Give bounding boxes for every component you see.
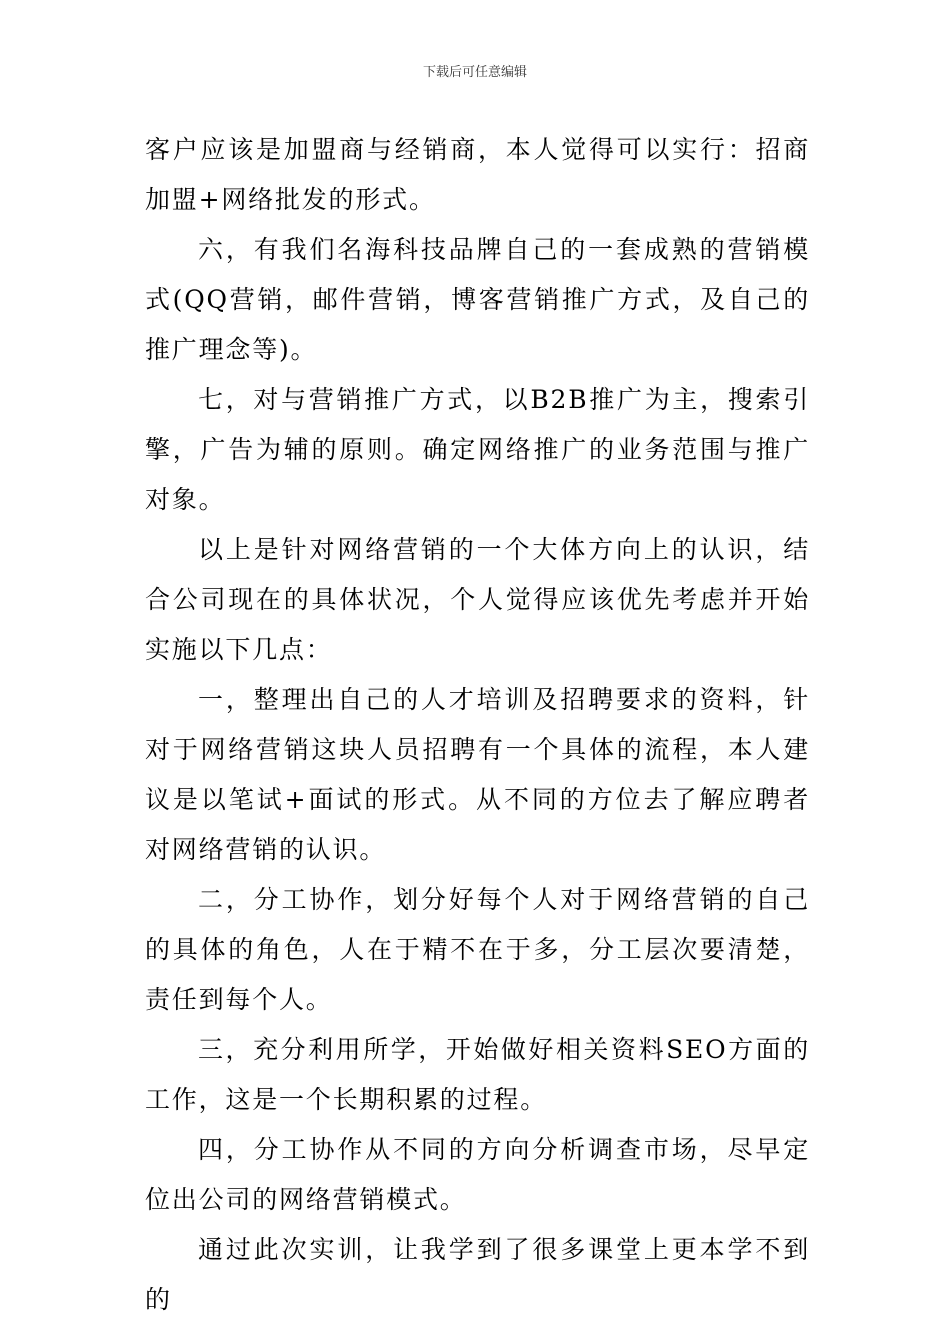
paragraph-point-three: 三，充分利用所学，开始做好相关资料SEO方面的工作，这是一个长期积累的过程。 bbox=[145, 1035, 810, 1114]
page-header-note: 下载后可任意编辑 bbox=[422, 65, 527, 80]
paragraph-point-four: 四，分工协作从不同的方向分析调查市场，尽早定位出公司的网络营销模式。 bbox=[145, 1135, 810, 1214]
paragraph-item-seven: 七，对与营销推广方式，以B2B推广为主，搜索引擎，广告为辅的原则。确定网络推广的业务范围与推广对象。 bbox=[145, 385, 810, 514]
document-body bbox=[145, 125, 810, 1325]
paragraph-continuation: 客户应该是加盟商与经销商，本人觉得可以实行：招商加盟+网络批发的形式。 bbox=[145, 135, 810, 214]
paragraph-conclusion-start: 通过此次实训，让我学到了很多课堂上更本学不到的 bbox=[145, 1235, 810, 1314]
paragraph-summary: 以上是针对网络营销的一个大体方向上的认识，结合公司现在的具体状况，个人觉得应该优先考虑并开始实施以下几点： bbox=[145, 535, 810, 664]
paragraph-item-six: 六，有我们名海科技品牌自己的一套成熟的营销模式(QQ营销，邮件营销，博客营销推广方式，及自己的推广理念等)。 bbox=[145, 235, 810, 364]
paragraph-point-two: 二，分工协作，划分好每个人对于网络营销的自己的具体的角色，人在于精不在于多，分工层次要清楚，责任到每个人。 bbox=[145, 885, 810, 1014]
paragraph-point-one: 一，整理出自己的人才培训及招聘要求的资料，针对于网络营销这块人员招聘有一个具体的流程，本人建议是以笔试+面试的形式。从不同的方位去了解应聘者对网络营销的认识。 bbox=[145, 685, 810, 864]
